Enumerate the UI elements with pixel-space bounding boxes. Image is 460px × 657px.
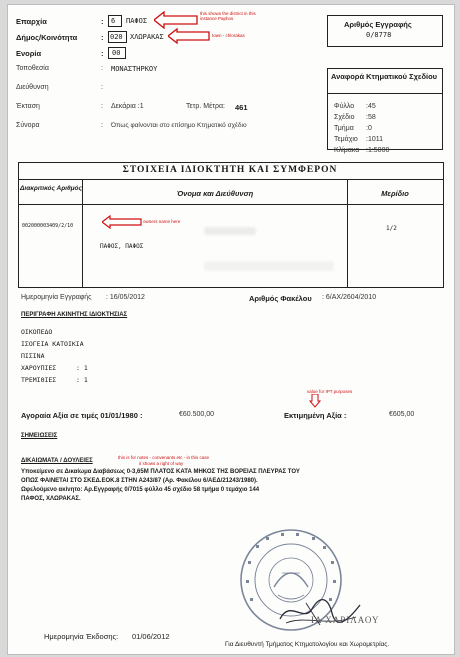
eparxia-name: ΠΑΦΟΣ (126, 17, 148, 25)
eparxia-annotation: this shows the district in this instance Paphos (200, 11, 256, 21)
rights-annotation-2: it shows a right of way (139, 461, 184, 466)
ektasi-value: Δεκάρια :1 (111, 103, 144, 110)
owner-id: 002000003409/2/10 (22, 223, 74, 229)
dimos-name: ΧΛΩΡΑΚΑΣ (130, 33, 164, 41)
topothesia-value: ΜΟΝΑΣΤΗΡΚΟΥ (111, 65, 158, 73)
ipt-annotation: value for IPT purposes (307, 389, 353, 394)
eparxia-code: 6 (111, 17, 116, 25)
estimated-value: €605,00 (389, 411, 415, 418)
reg-date: : 16/05/2012 (106, 294, 145, 301)
annotation-arrow-icon (102, 215, 142, 229)
col-header-id: Διακριτικός Αριθμός (20, 185, 82, 192)
dimos-code: 020 (110, 33, 123, 41)
signature-icon (276, 593, 364, 631)
market-value-label: Αγοραία Αξία σε τιμές 01/01/1980 : (21, 411, 143, 420)
owner-section-title: ΣΤΟΙΧΕΙΑ ΙΔΙΟΚΤΗΤΗ ΚΑΙ ΣΥΜΦΕΡΟΝ (122, 165, 338, 175)
cadastral-key: Φύλλο (334, 103, 355, 110)
col-header-share: Μερίδιο (381, 189, 409, 198)
registration-number: 0/8778 (366, 31, 392, 39)
title-deed-page: Επαρχία : 6 ΠΑΦΟΣ this shows the district in this instance Paphos Δήμος/Κοινότητα : 020 ΧΛΩΡΑΚΑΣ town - chlorakas Ενορία : 00 Τοποθεσία : ΜΟΝΑΣΤΗΡΚΟΥ Διεύθυνση : Έκταση : Δεκάρια :1 Τετρ. Μέτρα: 461 Σύνορα : Όπως φαίνονται στο επίσημο Κτηματικό σχέδιο Αριθμός Εγγραφής 0/8778 Αναφορά Κτηματικού Σχεδίου Φύλλο :45 Σχέδιο :58 Τμήμα :0 Τεμάχιο :1011 Κλίμακα :1:5000 ΣΤΟΙΧΕΙΑ ΙΔΙΟΚΤΗΤΗ ΚΑΙ ΣΥΜΦΕΡΟΝ Διακριτικός Αριθμός Όνομα και Διεύθυνση Μερίδιο 002000003409/2/10 owners name here ΠΑΦΟΣ, ΠΑΦΟΣ 1/2 Ημερομηνία Εγγραφής : 16/05/2012 Αριθμός Φακέλου : 6/ΑΧ/2604/2010 ΠΕΡΙΓΡΑΦΗ ΑΚΙΝΗΤΗΣ ΙΔΙΟΚΤΗΣΙΑΣ ΟΙΚΟΠΕΔΟ ΙΣΟΓΕΙΑ ΚΑΤΟΙΚΙΑ ΠΙΣΙΝΑ ΧΑΡΟΥΠΙΕΣ : 1 ΤΡΕΜΙΘΙΕΣ : 1 value for IPT purposes Αγοραία Αξία σε τιμές 01/01/1980 : €60.500,00 Εκτιμημένη Αξία : €605,00 ΣΗΜΕΙΩΣΕΙΣ ΔΙΚΑΙΩΜΑΤΑ / ΔΟΥΛΕΙΕΣ this is for notes - convenants etc - in this case it shows a right of way Υποκείμενο σε Δικαίωμα Διαβάσεως 0-3,65Μ ΠΛΑΤΟΣ ΚΑΤΑ ΜΗΚΟΣ ΤΗΣ ΒΟΡΕΙΑΣ ΠΛΕΥΡΑΣ ΤΟΥ ΟΠΩΣ ΦΑΙΝΕΤΑΙ ΣΤΟ ΣΚΕΔ.ΕΟΚ.8 ΣΤΗΝ Α243/87 (Αρ. Φακέλου 6/ΑΕΔ/21243/1980). Ωφελούμενο ακίνητο: Αρ.Εγγραφής 0/7015 φύλλο 45 σχέδιο 58 τμήμα 0 τεμάχιο 144 ΠΑΦΟΣ, ΧΛΩΡΑΚΑΣ. ΙΑ ΧΑΡΙΛΑΟΥ Ημερομηνία Έκδοσης: 01/06/2012 Για Διευθυντή Τμήματος Κτηματολογίου και Χωρομετρίας. (7, 4, 455, 655)
cadastral-value: :58 (366, 114, 376, 121)
owner-share: 1/2 (386, 225, 397, 232)
file-value: : 6/ΑΧ/2604/2010 (322, 294, 377, 301)
cadastral-key: Κλίμακα (334, 147, 360, 154)
annotation-arrow-icon (154, 11, 198, 29)
cadastral-value: :0 (366, 125, 372, 132)
description-line: ΧΑΡΟΥΠΙΕΣ (21, 364, 57, 372)
cadastral-key: Τεμάχιο (334, 136, 358, 143)
rights-line: ΠΑΦΟΣ, ΧΛΩΡΑΚΑΣ. (21, 496, 81, 502)
synora-label: Σύνορα (16, 122, 40, 129)
owner-address: ΠΑΦΟΣ, ΠΑΦΟΣ (100, 243, 144, 250)
owner-annotation: owners name here (143, 219, 181, 224)
estimated-value-label: Εκτιμημένη Αξία : (284, 411, 347, 420)
dieuthinsi-label: Διεύθυνση (16, 84, 49, 91)
eparxia-label: Επαρχία (16, 17, 47, 26)
tetr-label: Τετρ. Μέτρα: (186, 103, 225, 110)
topothesia-label: Τοποθεσία (16, 65, 49, 72)
registration-title: Αριθμός Εγγραφής (344, 20, 412, 29)
description-line: ΠΙΣΙΝΑ (21, 352, 45, 360)
enoria-code: 00 (112, 49, 121, 57)
annotation-arrow-icon (168, 28, 210, 44)
ektasi-label: Έκταση (16, 103, 40, 110)
issue-date-label: Ημερομηνία Έκδοσης: (44, 632, 119, 641)
authority-line: Για Διευθυντή Τμήματος Κτηματολογίου και Χωρομετρίας. (225, 641, 390, 648)
dimos-label: Δήμος/Κοινότητα (16, 33, 78, 42)
enoria-label: Ενορία (16, 49, 42, 58)
cadastral-value: :45 (366, 103, 376, 110)
down-arrow-icon (309, 394, 321, 408)
description-line: ΤΡΕΜΙΘΙΕΣ (21, 376, 57, 384)
synora-value: Όπως φαίνονται στο επίσημο Κτηματικό σχέδιο (111, 122, 247, 129)
market-value: €60.500,00 (179, 411, 215, 418)
issue-date: 01/06/2012 (132, 632, 170, 641)
signature-name: ΙΑ ΧΑΡΙΛΑΟΥ (311, 615, 380, 625)
cadastral-key: Τμήμα (334, 125, 354, 132)
rights-line: Υποκείμενο σε Δικαίωμα Διαβάσεως 0-3,65Μ ΠΛΑΤΟΣ ΚΑΤΑ ΜΗΚΟΣ ΤΗΣ ΒΟΡΕΙΑΣ ΠΛΕΥΡΑΣ ΤΟΥ (21, 469, 300, 475)
rights-title: ΔΙΚΑΙΩΜΑΤΑ / ΔΟΥΛΕΙΕΣ (21, 458, 93, 464)
rights-line: ΟΠΩΣ ΦΑΙΝΕΤΑΙ ΣΤΟ ΣΚΕΔ.ΕΟΚ.8 ΣΤΗΝ Α243/87 (Αρ. Φακέλου 6/ΑΕΔ/21243/1980). (21, 478, 258, 484)
reg-date-label: Ημερομηνία Εγγραφής (21, 294, 92, 301)
cadastral-value: :1011 (366, 136, 383, 143)
dimos-annotation: town - chlorakas (212, 33, 245, 38)
description-title: ΠΕΡΙΓΡΑΦΗ ΑΚΙΝΗΤΗΣ ΙΔΙΟΚΤΗΣΙΑΣ (21, 312, 128, 318)
rights-line: Ωφελούμενο ακίνητο: Αρ.Εγγραφής 0/7015 φύλλο 45 σχέδιο 58 τμήμα 0 τεμάχιο 144 (21, 487, 260, 493)
file-label: Αριθμός Φακέλου (249, 294, 312, 303)
cadastral-title: Αναφορά Κτηματικού Σχεδίου (330, 72, 438, 81)
remarks-title: ΣΗΜΕΙΩΣΕΙΣ (21, 433, 58, 439)
description-line: ΟΙΚΟΠΕΔΟ (21, 328, 53, 336)
cadastral-value: :1:5000 (366, 147, 390, 154)
description-line: ΙΣΟΓΕΙΑ ΚΑΤΟΙΚΙΑ (21, 340, 84, 348)
col-header-name: Όνομα και Διεύθυνση (176, 189, 254, 198)
redacted-name (204, 227, 256, 235)
show-through-text (204, 261, 334, 271)
cadastral-key: Σχέδιο (334, 114, 355, 121)
rights-annotation: this is for notes - convenants etc - in this case (118, 455, 210, 460)
tetr-value: 461 (235, 103, 248, 112)
